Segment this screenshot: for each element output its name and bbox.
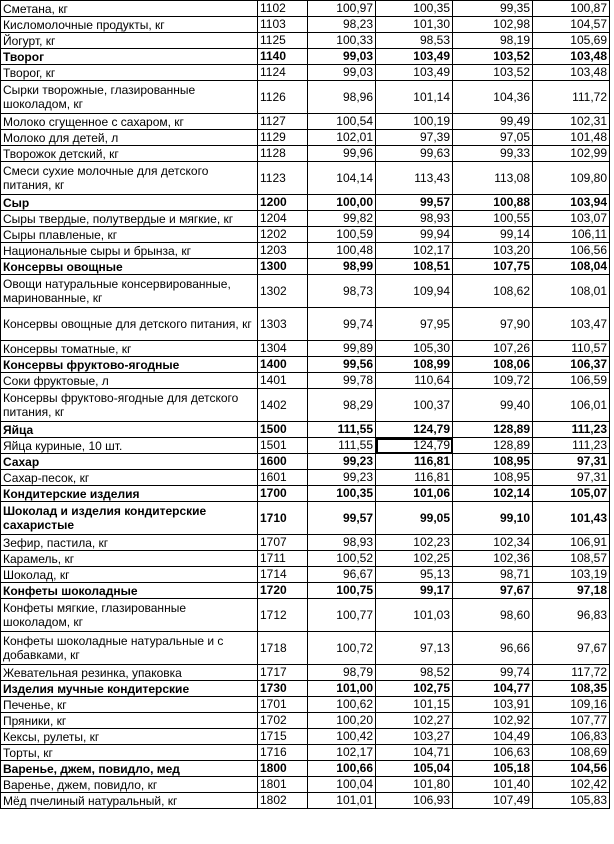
cell-index-3[interactable]: 102,14 [453,486,533,502]
cell-index-1[interactable]: 99,56 [308,357,376,373]
cell-index-4[interactable]: 110,57 [533,341,610,357]
table-row [1,535,610,551]
table-row [1,65,610,81]
cell-index-3[interactable]: 103,52 [453,65,533,81]
cell-product-name[interactable]: Жевательная резинка, упаковка [1,665,258,681]
cell-code[interactable]: 1129 [258,130,308,146]
cell-product-name[interactable]: Йогурт, кг [1,33,258,49]
cell-code[interactable]: 1140 [258,49,308,65]
cell-code[interactable]: 1720 [258,583,308,599]
cell-index-2[interactable]: 95,13 [376,567,453,583]
cell-index-4[interactable]: 104,57 [533,17,610,33]
cell-index-1[interactable]: 111,55 [308,438,376,454]
cell-index-2[interactable]: 102,23 [376,535,453,551]
cell-index-3[interactable]: 107,26 [453,341,533,357]
cell-index-2[interactable]: 97,95 [376,308,453,341]
cell-index-2[interactable]: 98,53 [376,33,453,49]
cell-code[interactable]: 1300 [258,259,308,275]
cell-code[interactable]: 1711 [258,551,308,567]
table-row [1,777,610,793]
cell-product-name[interactable]: Консервы овощные для детского питания, кг [1,308,258,341]
cell-index-2[interactable]: 99,63 [376,146,453,162]
cell-product-name[interactable]: Кисломолочные продукты, кг [1,17,258,33]
cell-index-1[interactable]: 102,17 [308,745,376,761]
cell-product-name[interactable]: Сыры твердые, полутвердые и мягкие, кг [1,211,258,227]
cell-index-1[interactable]: 101,01 [308,793,376,809]
cell-index-4[interactable]: 103,07 [533,211,610,227]
cell-index-2[interactable]: 105,04 [376,761,453,777]
cell-index-1[interactable]: 98,99 [308,259,376,275]
cell-index-4[interactable]: 102,99 [533,146,610,162]
cell-product-name[interactable]: Консервы томатные, кг [1,341,258,357]
cell-code[interactable]: 1102 [258,1,308,17]
cell-index-1[interactable]: 100,00 [308,195,376,211]
cell-product-name[interactable]: Кексы, рулеты, кг [1,729,258,745]
cell-index-2[interactable]: 101,03 [376,599,453,632]
table-row [1,793,610,809]
cell-index-3[interactable]: 104,77 [453,681,533,697]
table-row [1,146,610,162]
cell-product-name[interactable]: Печенье, кг [1,697,258,713]
table-row-group [1,502,610,535]
cell-index-4[interactable]: 103,19 [533,567,610,583]
cell-index-4[interactable]: 108,69 [533,745,610,761]
cell-index-1[interactable]: 100,72 [308,632,376,665]
cell-index-2[interactable]: 106,93 [376,793,453,809]
cell-index-3[interactable]: 128,89 [453,438,533,454]
cell-code[interactable]: 1702 [258,713,308,729]
cell-index-4[interactable]: 107,77 [533,713,610,729]
table-row [1,567,610,583]
cell-product-name[interactable]: Сырки творожные, глазированные шоколадом, кг [1,81,258,114]
cell-index-3[interactable]: 100,55 [453,211,533,227]
cell-code[interactable]: 1716 [258,745,308,761]
cell-index-1[interactable]: 100,97 [308,1,376,17]
cell-index-4[interactable]: 108,01 [533,275,610,308]
cell-index-4[interactable]: 106,91 [533,535,610,551]
cell-index-4[interactable]: 104,56 [533,761,610,777]
cell-index-1[interactable]: 100,75 [308,583,376,599]
table-row-group [1,422,610,438]
cell-index-3[interactable]: 106,63 [453,745,533,761]
cell-index-3[interactable]: 99,33 [453,146,533,162]
cell-product-name[interactable]: Творожок детский, кг [1,146,258,162]
cell-index-2[interactable]: 102,27 [376,713,453,729]
cell-index-1[interactable]: 99,57 [308,502,376,535]
cell-index-1[interactable]: 96,67 [308,567,376,583]
cell-index-1[interactable]: 104,14 [308,162,376,195]
cell-product-name[interactable]: Яйца [1,422,258,438]
cell-code[interactable]: 1701 [258,697,308,713]
table-row-group [1,681,610,697]
cell-index-3[interactable]: 96,66 [453,632,533,665]
cell-product-name[interactable]: Молоко сгущенное с сахаром, кг [1,114,258,130]
cell-code[interactable]: 1707 [258,535,308,551]
cell-index-1[interactable]: 98,29 [308,389,376,422]
cell-code[interactable]: 1718 [258,632,308,665]
cell-index-4[interactable]: 106,11 [533,227,610,243]
cell-index-2[interactable]: 98,52 [376,665,453,681]
cell-index-3[interactable]: 113,08 [453,162,533,195]
cell-index-3[interactable]: 128,89 [453,422,533,438]
cell-index-2[interactable]: 97,13 [376,632,453,665]
table-row [1,162,610,195]
cell-code[interactable]: 1601 [258,470,308,486]
cell-index-4[interactable]: 101,48 [533,130,610,146]
table-row [1,470,610,486]
cell-index-2[interactable]: 100,19 [376,114,453,130]
cell-index-4[interactable]: 103,48 [533,49,610,65]
cell-product-name[interactable]: Шоколад и изделия кондитерские сахаристые [1,502,258,535]
cell-index-2[interactable]: 103,49 [376,65,453,81]
cell-index-2[interactable]: 116,81 [376,454,453,470]
cell-index-2[interactable]: 98,93 [376,211,453,227]
cell-code[interactable]: 1401 [258,373,308,389]
cell-product-name[interactable]: Сметана, кг [1,1,258,17]
cell-index-2[interactable]: 104,71 [376,745,453,761]
cell-index-4[interactable]: 106,56 [533,243,610,259]
cell-index-4[interactable]: 105,83 [533,793,610,809]
cell-index-3[interactable]: 103,52 [453,49,533,65]
table-row-group [1,259,610,275]
cell-code[interactable]: 1800 [258,761,308,777]
cell-product-name[interactable]: Сыры плавленые, кг [1,227,258,243]
cell-index-3[interactable]: 98,19 [453,33,533,49]
cell-index-3[interactable]: 104,49 [453,729,533,745]
cell-index-2[interactable]: 99,17 [376,583,453,599]
table-row [1,308,610,341]
cell-product-name[interactable]: Изделия мучные кондитерские [1,681,258,697]
cell-product-name[interactable]: Смеси сухие молочные для детского питания, кг [1,162,258,195]
cell-index-1[interactable]: 100,33 [308,33,376,49]
table-row [1,697,610,713]
cell-code[interactable]: 1501 [258,438,308,454]
cell-index-1[interactable]: 100,48 [308,243,376,259]
cell-index-1[interactable]: 99,23 [308,470,376,486]
cell-code[interactable]: 1714 [258,567,308,583]
cell-index-2[interactable]: 101,30 [376,17,453,33]
cell-index-3[interactable]: 102,92 [453,713,533,729]
cell-index-1[interactable]: 100,77 [308,599,376,632]
cell-index-4[interactable]: 106,01 [533,389,610,422]
cell-index-4[interactable]: 106,37 [533,357,610,373]
cell-index-4[interactable]: 111,23 [533,422,610,438]
cell-index-1[interactable]: 98,96 [308,81,376,114]
cell-index-3[interactable]: 99,40 [453,389,533,422]
cell-index-2[interactable]: 100,37 [376,389,453,422]
cell-index-4[interactable]: 97,67 [533,632,610,665]
cell-code[interactable]: 1124 [258,65,308,81]
cell-index-3[interactable]: 98,71 [453,567,533,583]
cell-code[interactable]: 1127 [258,114,308,130]
cell-index-1[interactable]: 100,04 [308,777,376,793]
cell-index-4[interactable]: 117,72 [533,665,610,681]
cell-index-1[interactable]: 100,59 [308,227,376,243]
cell-index-2[interactable]: 116,81 [376,470,453,486]
cell-index-3[interactable]: 99,35 [453,1,533,17]
table-row [1,130,610,146]
cell-index-2[interactable]: 102,25 [376,551,453,567]
cell-index-1[interactable]: 99,74 [308,308,376,341]
cell-code[interactable]: 1123 [258,162,308,195]
cell-code[interactable]: 1126 [258,81,308,114]
cell-code[interactable]: 1128 [258,146,308,162]
cell-index-4[interactable]: 102,42 [533,777,610,793]
table-row [1,341,610,357]
cell-index-2[interactable]: 102,17 [376,243,453,259]
cell-index-1[interactable]: 99,82 [308,211,376,227]
cell-index-2[interactable]: 109,94 [376,275,453,308]
cell-product-name[interactable]: Конфеты шоколадные [1,583,258,599]
cell-code[interactable]: 1500 [258,422,308,438]
cell-index-2[interactable]: 99,94 [376,227,453,243]
cell-index-3[interactable]: 102,36 [453,551,533,567]
cell-index-1[interactable]: 98,79 [308,665,376,681]
table-row [1,81,610,114]
cell-index-2[interactable]: 102,75 [376,681,453,697]
cell-code[interactable]: 1712 [258,599,308,632]
cell-index-2[interactable]: 101,14 [376,81,453,114]
cell-index-1[interactable]: 100,35 [308,486,376,502]
cell-index-2[interactable]: 108,99 [376,357,453,373]
table-row-group [1,49,610,65]
cell-index-4[interactable]: 100,87 [533,1,610,17]
cell-index-1[interactable]: 101,00 [308,681,376,697]
cell-index-3[interactable]: 107,75 [453,259,533,275]
cell-index-2[interactable]: 124,79 [376,438,453,454]
cell-product-name[interactable]: Кондитерские изделия [1,486,258,502]
cell-product-name[interactable]: Творог [1,49,258,65]
table-row [1,211,610,227]
cell-index-3[interactable]: 99,74 [453,665,533,681]
cell-code[interactable]: 1801 [258,777,308,793]
cell-product-name[interactable]: Карамель, кг [1,551,258,567]
cell-index-3[interactable]: 97,05 [453,130,533,146]
cell-index-4[interactable]: 108,35 [533,681,610,697]
cell-product-name[interactable]: Сахар-песок, кг [1,470,258,486]
cell-index-4[interactable]: 106,59 [533,373,610,389]
cell-index-1[interactable]: 99,03 [308,49,376,65]
table-row [1,665,610,681]
cell-index-3[interactable]: 102,34 [453,535,533,551]
cell-product-name[interactable]: Зефир, пастила, кг [1,535,258,551]
table-row [1,1,610,17]
table-row-group [1,454,610,470]
table-row [1,243,610,259]
cell-index-1[interactable]: 111,55 [308,422,376,438]
cell-index-3[interactable]: 108,62 [453,275,533,308]
table-row [1,389,610,422]
cell-index-4[interactable]: 111,72 [533,81,610,114]
cell-code[interactable]: 1203 [258,243,308,259]
cell-index-4[interactable]: 97,18 [533,583,610,599]
table-row [1,632,610,665]
table-row [1,275,610,308]
cell-index-1[interactable]: 100,54 [308,114,376,130]
cell-index-4[interactable]: 105,69 [533,33,610,49]
table-row [1,33,610,49]
cell-code[interactable]: 1304 [258,341,308,357]
cell-index-4[interactable]: 105,07 [533,486,610,502]
cell-code[interactable]: 1202 [258,227,308,243]
cell-code[interactable]: 1204 [258,211,308,227]
cell-index-4[interactable]: 103,94 [533,195,610,211]
cell-product-name[interactable]: Варенье, джем, повидло, мед [1,761,258,777]
cell-index-2[interactable]: 100,35 [376,1,453,17]
table-row [1,17,610,33]
cell-index-4[interactable]: 108,04 [533,259,610,275]
cell-index-1[interactable]: 98,23 [308,17,376,33]
cell-code[interactable]: 1302 [258,275,308,308]
cell-product-name[interactable]: Торты, кг [1,745,258,761]
cell-index-3[interactable]: 97,90 [453,308,533,341]
cell-product-name[interactable]: Молоко для детей, л [1,130,258,146]
cell-code[interactable]: 1303 [258,308,308,341]
table-row-group [1,583,610,599]
cell-code[interactable]: 1200 [258,195,308,211]
cell-index-4[interactable]: 103,47 [533,308,610,341]
table-row [1,373,610,389]
cell-product-name[interactable]: Конфеты шоколадные натуральные и с добавками, кг [1,632,258,665]
cell-index-3[interactable]: 99,10 [453,502,533,535]
cell-index-1[interactable]: 99,03 [308,65,376,81]
cell-index-3[interactable]: 108,95 [453,470,533,486]
cell-index-4[interactable]: 108,57 [533,551,610,567]
cell-index-3[interactable]: 99,14 [453,227,533,243]
cell-product-name[interactable]: Сыр [1,195,258,211]
table-row [1,713,610,729]
cell-index-2[interactable]: 97,39 [376,130,453,146]
table-row-group [1,761,610,777]
cell-index-2[interactable]: 113,43 [376,162,453,195]
cell-index-1[interactable]: 100,66 [308,761,376,777]
cell-product-name[interactable]: Варенье, джем, повидло, кг [1,777,258,793]
cell-product-name[interactable]: Пряники, кг [1,713,258,729]
table-row [1,227,610,243]
cell-code[interactable]: 1802 [258,793,308,809]
table-row-group [1,357,610,373]
cell-code[interactable]: 1730 [258,681,308,697]
table-row [1,438,610,454]
cell-index-2[interactable]: 99,57 [376,195,453,211]
cell-index-3[interactable]: 103,91 [453,697,533,713]
cell-index-1[interactable]: 100,52 [308,551,376,567]
cell-index-3[interactable]: 109,72 [453,373,533,389]
cell-index-2[interactable]: 124,79 [376,422,453,438]
cell-index-1[interactable]: 98,93 [308,535,376,551]
cell-index-4[interactable]: 109,16 [533,697,610,713]
cell-index-2[interactable]: 101,06 [376,486,453,502]
table-row [1,599,610,632]
cell-index-3[interactable]: 99,49 [453,114,533,130]
cell-index-3[interactable]: 97,67 [453,583,533,599]
cell-index-3[interactable]: 108,95 [453,454,533,470]
cell-product-name[interactable]: Мёд пчелиный натуральный, кг [1,793,258,809]
cell-index-2[interactable]: 110,64 [376,373,453,389]
cell-product-name[interactable]: Шоколад, кг [1,567,258,583]
cell-index-4[interactable]: 97,31 [533,454,610,470]
cell-index-1[interactable]: 100,42 [308,729,376,745]
cell-index-1[interactable]: 99,23 [308,454,376,470]
cell-product-name[interactable]: Консервы фруктово-ягодные для детского питания, кг [1,389,258,422]
table-row-group [1,195,610,211]
cell-product-name[interactable]: Сахар [1,454,258,470]
cell-code[interactable]: 1600 [258,454,308,470]
cell-index-2[interactable]: 101,80 [376,777,453,793]
cell-code[interactable]: 1103 [258,17,308,33]
cell-index-3[interactable]: 105,18 [453,761,533,777]
cell-index-1[interactable]: 99,89 [308,341,376,357]
cell-index-4[interactable]: 106,83 [533,729,610,745]
table-row [1,745,610,761]
cell-index-2[interactable]: 101,15 [376,697,453,713]
cell-index-3[interactable]: 98,60 [453,599,533,632]
cell-index-3[interactable]: 104,36 [453,81,533,114]
cell-index-4[interactable]: 111,23 [533,438,610,454]
cell-index-3[interactable]: 100,88 [453,195,533,211]
cell-index-2[interactable]: 105,30 [376,341,453,357]
cell-index-3[interactable]: 101,40 [453,777,533,793]
cell-code[interactable]: 1715 [258,729,308,745]
cell-index-3[interactable]: 103,20 [453,243,533,259]
cell-index-3[interactable]: 102,98 [453,17,533,33]
cell-index-1[interactable]: 100,62 [308,697,376,713]
cell-product-name[interactable]: Консервы фруктово-ягодные [1,357,258,373]
cell-index-1[interactable]: 99,78 [308,373,376,389]
cell-index-1[interactable]: 102,01 [308,130,376,146]
cell-index-1[interactable]: 98,73 [308,275,376,308]
table-row [1,551,610,567]
cell-product-name[interactable]: Конфеты мягкие, глазированные шоколадом, кг [1,599,258,632]
cell-index-2[interactable]: 103,27 [376,729,453,745]
cell-index-3[interactable]: 108,06 [453,357,533,373]
cell-product-name[interactable]: Творог, кг [1,65,258,81]
cell-product-name[interactable]: Яйца куриные, 10 шт. [1,438,258,454]
cell-index-4[interactable]: 101,43 [533,502,610,535]
cell-code[interactable]: 1700 [258,486,308,502]
cell-index-4[interactable]: 96,83 [533,599,610,632]
cell-product-name[interactable]: Овощи натуральные консервированные, маринованные, кг [1,275,258,308]
cell-index-4[interactable]: 109,80 [533,162,610,195]
cell-code[interactable]: 1125 [258,33,308,49]
table-row-group [1,486,610,502]
cell-index-1[interactable]: 100,20 [308,713,376,729]
cell-code[interactable]: 1710 [258,502,308,535]
cell-index-2[interactable]: 108,51 [376,259,453,275]
cell-index-4[interactable]: 97,31 [533,470,610,486]
cell-code[interactable]: 1400 [258,357,308,373]
cell-code[interactable]: 1717 [258,665,308,681]
table-row [1,729,610,745]
cell-code[interactable]: 1402 [258,389,308,422]
table-row [1,114,610,130]
cell-index-4[interactable]: 102,31 [533,114,610,130]
cell-product-name[interactable]: Соки фруктовые, л [1,373,258,389]
cell-index-4[interactable]: 103,48 [533,65,610,81]
cell-index-3[interactable]: 107,49 [453,793,533,809]
cell-index-1[interactable]: 99,96 [308,146,376,162]
cell-index-2[interactable]: 103,49 [376,49,453,65]
cell-product-name[interactable]: Консервы овощные [1,259,258,275]
cell-product-name[interactable]: Национальные сыры и брынза, кг [1,243,258,259]
table-body [1,1,610,809]
cell-index-2[interactable]: 99,05 [376,502,453,535]
